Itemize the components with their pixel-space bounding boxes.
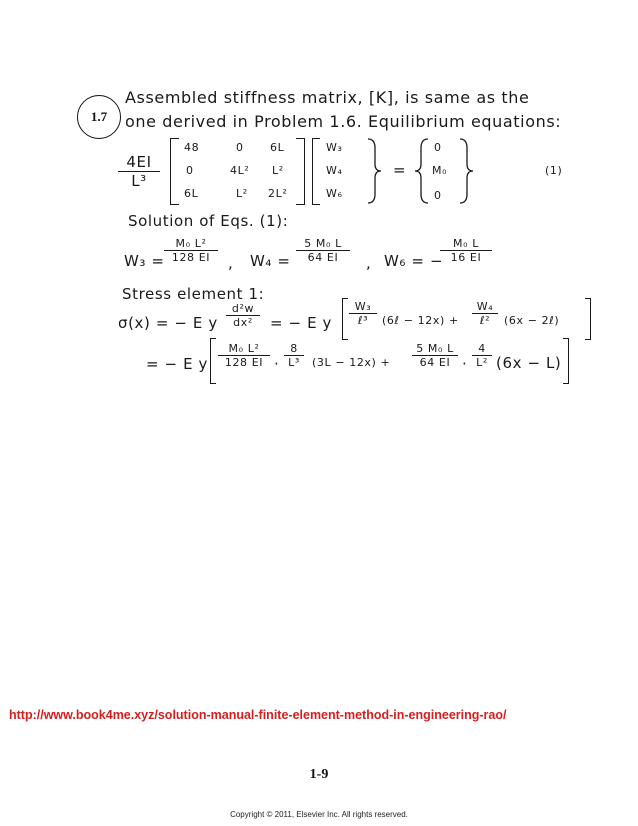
d2w-denominator: dx² — [226, 315, 260, 329]
stress-w4: W₄ — [476, 300, 494, 313]
stress-l2: ℓ² — [472, 313, 498, 327]
intro-line-2: one derived in Problem 1.6. Equilibrium equations: — [125, 112, 562, 131]
source-url[interactable]: http://www.book4me.xyz/solution-manual-finite-element-method-in-engineering-rao/ — [9, 708, 507, 722]
k22: 4L² — [230, 164, 250, 177]
stress-l3: ℓ³ — [349, 313, 377, 327]
page-number: 1-9 — [309, 767, 329, 782]
equation-label: (1) — [545, 164, 563, 177]
eight: 8 — [290, 342, 298, 355]
w3-entry: W₃ — [326, 141, 343, 154]
w6-fraction — [440, 237, 492, 264]
d2w-fraction — [226, 302, 260, 329]
k13: 6L — [270, 141, 285, 154]
w6-entry: W₆ — [326, 187, 343, 200]
w4-denominator: 64 EI — [296, 250, 350, 264]
w4-over-l2 — [472, 300, 498, 327]
w-brace-right — [366, 138, 382, 204]
m1-numerator: M₀ L² — [228, 342, 260, 355]
matrix-coefficient — [118, 153, 160, 190]
w3-over-l3 — [349, 300, 377, 327]
term-2: (6x − 2ℓ) — [504, 314, 560, 327]
w3-numerator: M₀ L² — [175, 237, 207, 250]
m-fraction-2 — [412, 342, 458, 369]
k11: 48 — [184, 141, 200, 154]
w4-lhs: W₄ = — [250, 252, 291, 270]
line2-lhs: = − E y — [146, 355, 208, 373]
term-1: (6ℓ − 12x) + — [382, 314, 459, 327]
w6-lhs: W₆ = − — [384, 252, 444, 270]
problem-number-circle — [77, 95, 121, 139]
stress-heading: Stress element 1: — [122, 285, 265, 303]
k33: 2L² — [268, 187, 288, 200]
k31: 6L — [184, 187, 199, 200]
problem-number: 1.7 — [90, 109, 108, 124]
comma-1: , — [228, 254, 234, 272]
rhs-brace-left — [414, 138, 430, 204]
coef-numerator: 4EI — [126, 153, 152, 171]
w-bracket-left — [312, 138, 320, 205]
big-l3: L³ — [284, 355, 304, 369]
m2-numerator: 5 M₀ L — [416, 342, 454, 355]
w4-numerator: 5 M₀ L — [304, 237, 342, 250]
comma-2: , — [366, 254, 372, 272]
k23: L² — [272, 164, 284, 177]
rhs-entry-2: M₀ — [432, 164, 448, 177]
k-bracket-right — [296, 138, 305, 205]
eight-over-l3 — [284, 342, 304, 369]
matrix-equals: = — [393, 161, 407, 179]
w4-fraction — [296, 237, 350, 264]
w3-denominator: 128 EI — [164, 250, 218, 264]
rhs-entry-1: 0 — [434, 141, 442, 154]
four-over-l2 — [472, 342, 492, 369]
w6-denominator: 16 EI — [440, 250, 492, 264]
m-fraction-1 — [218, 342, 270, 369]
k32: L² — [236, 187, 248, 200]
coef-denominator: L³ — [118, 171, 160, 190]
dot-2: · — [462, 355, 468, 373]
dot-1: · — [274, 355, 280, 373]
w6-numerator: M₀ L — [453, 237, 479, 250]
stress-bracket-left-1 — [342, 298, 348, 340]
term-3: (3L − 12x) + — [312, 356, 391, 369]
big-l2: L² — [472, 355, 492, 369]
stress-w3: W₃ — [354, 300, 372, 313]
intro-line-1: Assembled stiffness matrix, [K], is same as the — [125, 88, 530, 107]
w3-lhs: W₃ = — [124, 252, 165, 270]
k12: 0 — [236, 141, 244, 154]
rhs-entry-3: 0 — [434, 189, 442, 202]
w3-fraction — [164, 237, 218, 264]
m2-denominator: 64 EI — [412, 355, 458, 369]
stress-bracket-left-2 — [210, 338, 216, 384]
four: 4 — [478, 342, 486, 355]
solution-heading: Solution of Eqs. (1): — [128, 212, 289, 230]
k-bracket-left — [170, 138, 179, 205]
copyright-notice: Copyright © 2011, Elsevier Inc. All rights reserved. — [230, 810, 408, 819]
m1-denominator: 128 EI — [218, 355, 270, 369]
w4-entry: W₄ — [326, 164, 343, 177]
rhs-brace-right — [458, 138, 474, 204]
k21: 0 — [186, 164, 194, 177]
d2w-numerator: d²w — [231, 302, 255, 315]
stress-bracket-right-1 — [585, 298, 591, 340]
stress-bracket-right-2 — [563, 338, 569, 384]
eq-minus-ey: = − E y — [270, 314, 332, 332]
term-4: (6x − L) — [496, 354, 562, 372]
sigma-lhs: σ(x) = − E y — [118, 314, 218, 332]
